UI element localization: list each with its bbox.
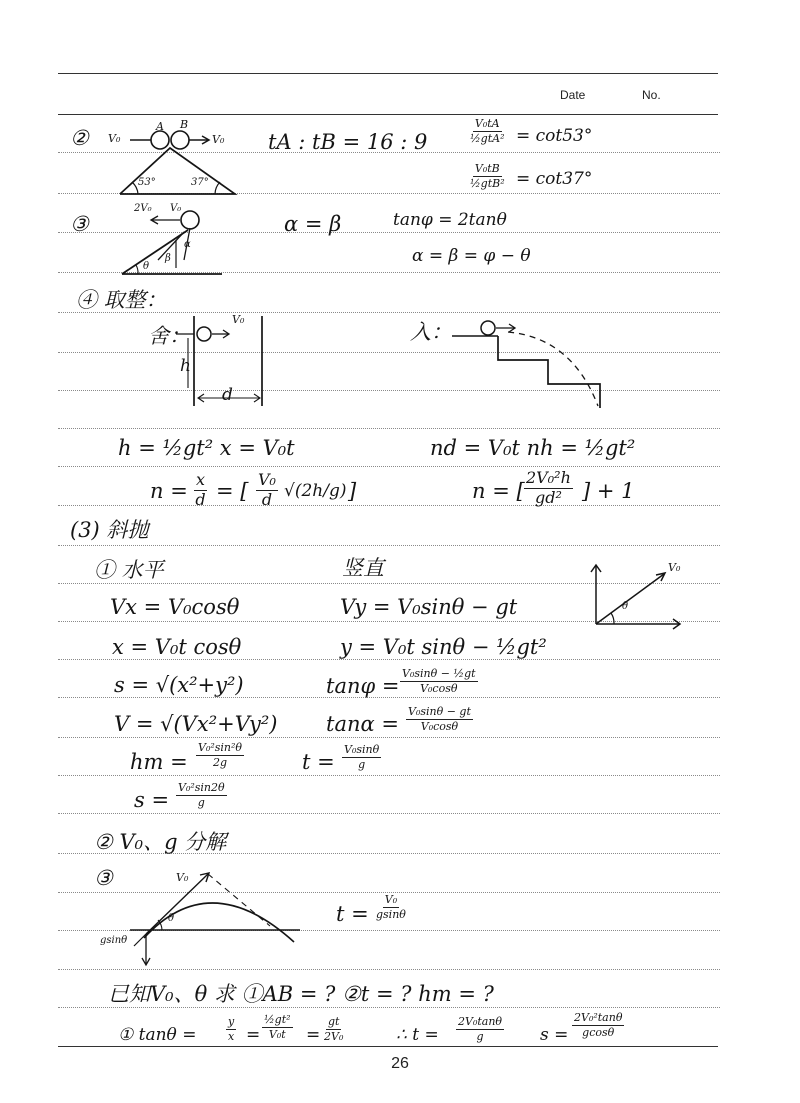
oblique-title: (3) 斜抛 bbox=[70, 518, 149, 542]
eq-s-magnitude: s = √(x²+y²) bbox=[114, 673, 244, 697]
ruled-line bbox=[58, 775, 720, 776]
section3-beta-label: β bbox=[165, 253, 171, 264]
solution-frac-y-x bbox=[226, 1016, 236, 1042]
oblique-diagram-v0: V₀ bbox=[668, 561, 681, 574]
eq-t-fraction bbox=[342, 744, 381, 770]
ru-label: 入： bbox=[410, 320, 452, 344]
ruled-line bbox=[58, 1007, 720, 1008]
incline-v0-label: V₀ bbox=[176, 871, 189, 884]
she-v0-label: V₀ bbox=[232, 313, 245, 326]
eq-tanalpha-prefix: tanα = bbox=[326, 712, 399, 736]
eq-t-prefix: t = bbox=[302, 750, 335, 774]
fraction-denominator: d bbox=[261, 489, 273, 509]
fraction-numerator: gt bbox=[327, 1015, 340, 1028]
fraction-numerator: V₀tB bbox=[474, 162, 500, 175]
she-d-label: d bbox=[222, 385, 233, 405]
fraction-denominator: x bbox=[228, 1029, 235, 1043]
solution-frac-gt-2v0 bbox=[324, 1016, 343, 1042]
eq-vy: Vy = V₀sinθ − gt bbox=[340, 595, 518, 619]
oblique-diagram-theta: θ bbox=[622, 601, 629, 612]
section4-eq-left-2-mid: = [ bbox=[216, 479, 249, 503]
eq-vx: Vx = V₀cosθ bbox=[110, 595, 240, 619]
fraction-denominator: gcosθ bbox=[582, 1025, 615, 1039]
header-top-rule bbox=[58, 73, 718, 74]
section4-eq-left-1: h = ½gt² x = V₀t bbox=[118, 436, 295, 460]
eq-t3-prefix: t = bbox=[336, 902, 369, 926]
fraction-numerator: V₀tA bbox=[474, 117, 500, 130]
section2-label-a: A bbox=[156, 120, 164, 133]
no-label: No. bbox=[642, 88, 661, 102]
fraction-numerator: V₀sinθ bbox=[344, 743, 380, 756]
ruled-line bbox=[58, 390, 720, 391]
section4-eq-right-1: nd = V₀t nh = ½gt² bbox=[430, 436, 636, 460]
section2-number: ② bbox=[70, 126, 89, 150]
fraction-numerator: V₀sinθ − gt bbox=[408, 705, 471, 718]
fraction-denominator: d bbox=[195, 489, 206, 509]
section2-v0-right: V₀ bbox=[212, 133, 225, 146]
solution-eq1: = bbox=[246, 1025, 261, 1045]
incline-projectile-diagram bbox=[110, 866, 310, 970]
date-label: Date bbox=[560, 88, 586, 102]
eq-v-magnitude: V = √(Vx²+Vy²) bbox=[114, 712, 278, 736]
section2-angle-left: 53° bbox=[138, 177, 156, 188]
incline-theta-label: θ bbox=[168, 913, 175, 924]
section2-v0-left: V₀ bbox=[108, 132, 121, 145]
she-label: 舍： bbox=[148, 324, 190, 348]
section4-frac-v0-d bbox=[256, 472, 278, 509]
header-bottom-rule bbox=[58, 114, 718, 115]
fraction-numerator: y bbox=[228, 1015, 235, 1028]
ruled-line bbox=[58, 428, 720, 429]
solution-s-prefix: s = bbox=[540, 1025, 569, 1045]
she-h-label: h bbox=[180, 356, 191, 376]
section3-alpha-label: α bbox=[184, 239, 191, 250]
fraction-denominator: ½gtB² bbox=[470, 176, 505, 190]
section4-frac-x-d bbox=[194, 472, 207, 509]
ruled-line bbox=[58, 659, 720, 660]
section4-title: ④ 取整： bbox=[76, 288, 167, 312]
section2-angle-right: 37° bbox=[191, 177, 209, 188]
fraction-denominator: g bbox=[358, 757, 366, 771]
fraction-denominator: g bbox=[476, 1029, 484, 1043]
section3-alpha-eq-beta: α = β bbox=[284, 212, 342, 236]
section3-angle-relation: α = β = φ − θ bbox=[412, 246, 531, 266]
section2-ratio: tA : tB = 16 : 9 bbox=[268, 130, 428, 154]
eq-t3-fraction bbox=[376, 894, 406, 920]
eq-s-fraction bbox=[176, 782, 227, 808]
fraction-denominator: V₀cosθ bbox=[420, 719, 459, 733]
eq-tanphi-prefix: tanφ = bbox=[326, 674, 400, 698]
page-number: 26 bbox=[391, 1055, 409, 1072]
horizontal-title: ① 水平 bbox=[94, 558, 164, 582]
fraction-numerator: V₀ bbox=[258, 470, 276, 489]
solution-frac-t bbox=[456, 1016, 504, 1042]
eq-tanphi-fraction bbox=[400, 668, 478, 694]
fraction-numerator: 2V₀²tanθ bbox=[574, 1011, 623, 1024]
eq-tanalpha-fraction bbox=[406, 706, 473, 732]
problem-question: 已知V₀、θ 求 ①AB = ? ②t = ? hm = ? bbox=[108, 982, 494, 1006]
section4-eq-right-2-prefix: n = [ bbox=[472, 479, 525, 503]
fraction-denominator: g bbox=[197, 795, 205, 809]
section2-label-b: B bbox=[180, 118, 189, 131]
ru-diagram bbox=[452, 314, 612, 410]
ruled-line bbox=[58, 312, 720, 313]
eq-x: x = V₀t cosθ bbox=[112, 635, 242, 659]
section4-frac-n bbox=[524, 470, 573, 507]
section4-eq-right-2-end: ] + 1 bbox=[582, 479, 635, 503]
fraction-denominator: gsinθ bbox=[376, 907, 406, 921]
incline-gsin-label: gsinθ bbox=[100, 935, 128, 946]
eq-y: y = V₀t sinθ − ½gt² bbox=[340, 635, 547, 659]
ruled-line bbox=[58, 545, 720, 546]
solution-frac-s bbox=[572, 1012, 624, 1038]
eq-hm-fraction bbox=[196, 742, 244, 768]
eq-hm-prefix: hm = bbox=[130, 750, 188, 774]
section4-sqrt-term: √(2h/g) bbox=[284, 481, 347, 501]
fraction-numerator: V₀²sin²θ bbox=[198, 741, 243, 754]
section2-eq1-rhs: = cot53° bbox=[516, 126, 593, 146]
fraction-numerator: 2V₀²h bbox=[526, 468, 571, 487]
fraction-denominator: gd² bbox=[534, 487, 562, 507]
section2-eq2-fraction bbox=[470, 163, 505, 189]
fraction-denominator: V₀t bbox=[268, 1027, 286, 1041]
section3-2v0-label: 2V₀ bbox=[134, 203, 152, 214]
fraction-numerator: ½gt² bbox=[264, 1013, 291, 1026]
ruled-line bbox=[58, 352, 720, 353]
fraction-numerator: 2V₀tanθ bbox=[458, 1015, 503, 1028]
solution-eq2: = bbox=[306, 1025, 321, 1045]
decompose-title: ② V₀、g 分解 bbox=[94, 830, 227, 854]
ruled-line bbox=[58, 813, 720, 814]
ruled-line bbox=[58, 466, 720, 467]
section2-eq2-rhs: = cot37° bbox=[516, 169, 593, 189]
part3-number: ③ bbox=[94, 866, 113, 890]
fraction-denominator: 2V₀ bbox=[324, 1029, 344, 1043]
vertical-title: 竖直 bbox=[342, 556, 384, 580]
fraction-numerator: V₀ bbox=[384, 893, 398, 906]
solution-therefore: ∴ t = bbox=[396, 1025, 439, 1045]
fraction-denominator: ½gtA² bbox=[470, 131, 505, 145]
bottom-rule bbox=[58, 1046, 718, 1047]
section4-eq-left-2-end: ] bbox=[348, 479, 357, 503]
fraction-numerator: V₀sinθ − ½gt bbox=[402, 667, 476, 680]
fraction-denominator: 2g bbox=[213, 755, 228, 769]
section4-eq-left-2-prefix: n = bbox=[150, 479, 188, 503]
section3-number: ③ bbox=[70, 212, 89, 236]
section3-theta-label: θ bbox=[143, 261, 150, 272]
section3-tan-relation: tanφ = 2tanθ bbox=[393, 210, 507, 230]
fraction-denominator: V₀cosθ bbox=[420, 681, 458, 695]
fraction-numerator: x bbox=[196, 470, 206, 489]
ruled-line bbox=[58, 505, 720, 506]
eq-s-prefix: s = bbox=[134, 788, 170, 812]
solution-tan-prefix: ① tanθ = bbox=[118, 1025, 197, 1045]
ruled-line bbox=[58, 737, 720, 738]
fraction-numerator: V₀²sin2θ bbox=[178, 781, 225, 794]
section3-v0-label: V₀ bbox=[170, 203, 182, 214]
section2-eq1-fraction bbox=[470, 118, 504, 144]
solution-frac-gt bbox=[262, 1014, 293, 1040]
